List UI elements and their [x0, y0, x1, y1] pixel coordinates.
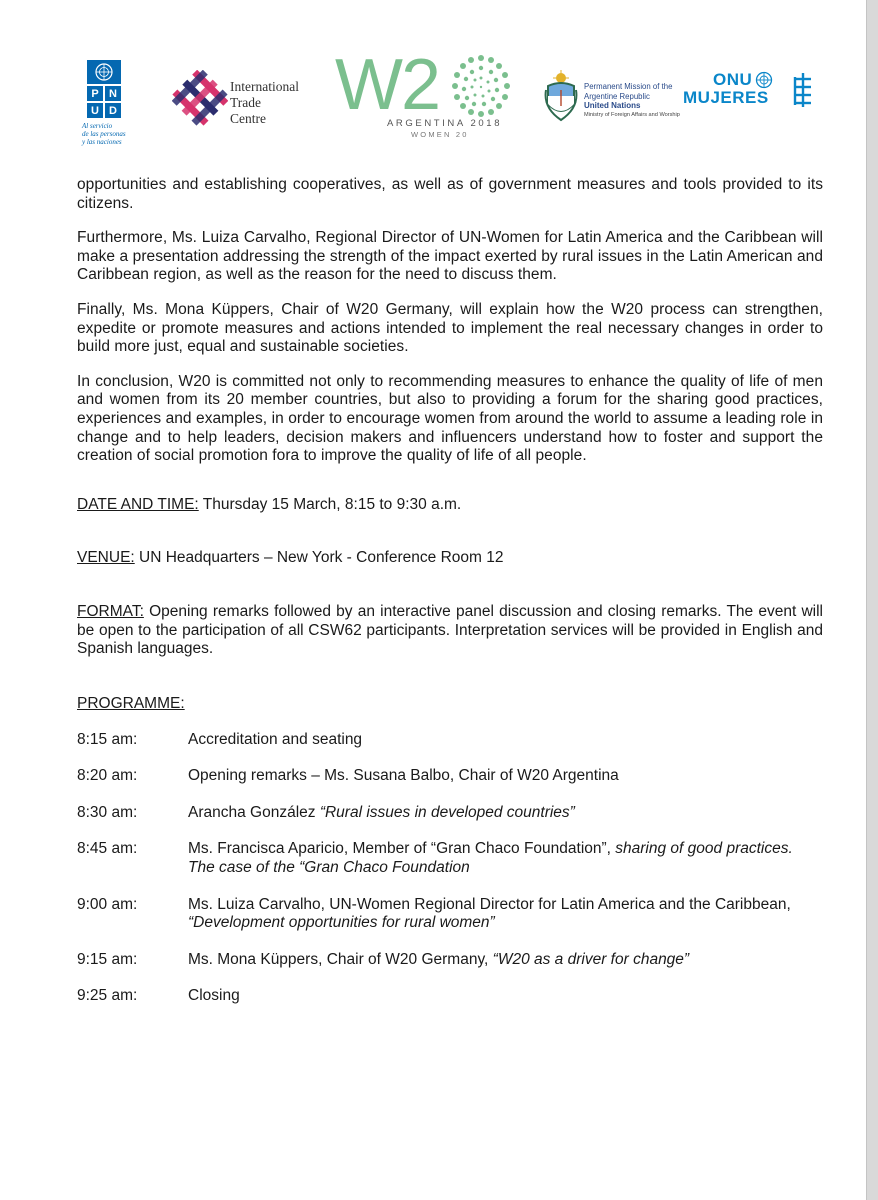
programme-italic: “Development opportunities for rural women”	[188, 914, 495, 932]
programme-item	[77, 840, 823, 877]
programme-text: Ms. Luiza Carvalho, UN-Women Regional Director for Latin America and the Caribbean,	[188, 895, 791, 913]
programme-item	[77, 767, 823, 786]
programme-text: Accreditation and seating	[188, 730, 363, 748]
programme-text: Closing	[188, 987, 240, 1005]
pnud-logo	[82, 60, 134, 146]
w20-wordmark: W2	[335, 45, 439, 125]
programme-time: 8:15 am:	[77, 730, 138, 748]
venue-value: UN Headquarters – New York - Conference Room 12	[134, 549, 504, 567]
programme-description	[188, 896, 798, 933]
date-time-value: Thursday 15 March, 8:15 to 9:30 a.m.	[198, 495, 462, 513]
programme-item	[77, 951, 823, 970]
itc-logo	[172, 70, 312, 140]
format-section	[77, 603, 823, 659]
body-paragraph: In conclusion, W20 is committed not only to recommending measures to enhance the quality of life of men and women from its 20 member countries, but also to providing a forum for the sharing good practices, experiences and examples, in order to encourage women from around the world to assume a leading role in change and to help leaders, decision makers and influencers understand how to foster and support the creation of social promotion fora to improve the quality of life of all people.	[77, 372, 823, 465]
programme-time: 9:15 am:	[77, 950, 138, 968]
itc-name-line: Trade	[230, 95, 262, 110]
programme-time: 9:25 am:	[77, 987, 138, 1005]
programme-item	[77, 731, 823, 750]
w20-dotted-zero-icon	[443, 54, 519, 118]
un-emblem-icon	[755, 71, 773, 89]
onu-wordmark: ONU	[713, 70, 753, 89]
pnud-tagline-line: y las naciones	[82, 138, 122, 146]
programme-list	[77, 731, 823, 1006]
programme-italic: “W20 as a driver for change”	[492, 950, 690, 968]
programme-item	[77, 987, 823, 1006]
programme-time: 8:20 am:	[77, 767, 138, 785]
programme-text: Opening remarks – Ms. Susana Balbo, Chair of W20 Argentina	[188, 767, 619, 785]
format-value: Opening remarks followed by an interactive panel discussion and closing remarks. The event will be open to the participation of all CSW62 participants. Interpretation services will be provided in English and Spanish languages.	[77, 602, 823, 658]
logo-header	[0, 45, 866, 160]
programme-italic: “Rural issues in developed countries”	[319, 803, 575, 821]
un-women-symbol-icon	[793, 73, 813, 107]
programme-heading: PROGRAMME:	[77, 694, 185, 712]
programme-description	[188, 804, 798, 823]
mission-name-line: Permanent Mission of the	[584, 82, 673, 91]
w20-subtitle: ARGENTINA 2018	[387, 118, 503, 129]
pnud-letter: N	[105, 86, 121, 101]
programme-italic: sharing of good practices. The case of the “Gran Chaco Foundation	[188, 840, 793, 877]
pnud-letter: D	[105, 103, 121, 118]
programme-description	[188, 951, 798, 970]
document-body	[77, 176, 823, 1006]
programme-description	[188, 987, 798, 1006]
body-paragraph: opportunities and establishing cooperatives, as well as of government measures and tools provided to its citizens.	[77, 176, 823, 212]
w20-subtitle-small: WOMEN 20	[411, 130, 469, 139]
programme-description	[188, 767, 798, 786]
programme-description	[188, 731, 798, 750]
mission-ministry-line: Ministry of Foreign Affairs and Worship	[584, 112, 680, 118]
pnud-tagline	[82, 122, 142, 146]
itc-name-line: International	[230, 79, 299, 94]
pnud-letter: P	[87, 86, 103, 101]
programme-text: Ms. Mona Küppers, Chair of W20 Germany,	[188, 950, 493, 968]
programme-text: Ms. Francisca Aparicio, Member of “Gran Chaco Foundation”,	[188, 840, 616, 858]
itc-mark-icon	[172, 70, 228, 126]
format-label: FORMAT:	[77, 602, 144, 620]
pnud-tagline-line: de las personas	[82, 130, 126, 138]
programme-description	[188, 840, 798, 877]
argentina-mission-logo	[544, 70, 694, 140]
programme-time: 9:00 am:	[77, 895, 138, 913]
venue-label: VENUE:	[77, 549, 135, 567]
venue-section	[77, 549, 823, 568]
programme-text: Arancha González	[188, 803, 320, 821]
body-paragraph: Furthermore, Ms. Luiza Carvalho, Regional Director of UN-Women for Latin America and the Caribbean will make a presentation addressing the strength of the impact exerted by rural issues in the Latin American and Caribbean region, as well as the reason for the need to discuss them.	[77, 229, 823, 284]
programme-time: 8:30 am:	[77, 803, 138, 821]
mujeres-wordmark: MUJERES	[683, 88, 769, 107]
programme-time: 8:45 am:	[77, 840, 138, 858]
mission-un-line: United Nations	[584, 101, 641, 110]
programme-item	[77, 896, 823, 933]
pnud-tagline-line: Al servicio	[82, 122, 113, 130]
page-edge	[866, 0, 878, 1200]
date-time-section	[77, 496, 823, 515]
pnud-letter: U	[87, 103, 103, 118]
onu-mujeres-logo	[683, 70, 813, 110]
date-time-label: DATE AND TIME:	[77, 495, 199, 513]
itc-name-line: Centre	[230, 111, 266, 126]
un-globe-icon	[87, 60, 121, 84]
programme-item	[77, 804, 823, 823]
argentina-coat-of-arms-icon	[544, 70, 578, 122]
w20-logo	[335, 45, 527, 160]
mission-name-line: Argentine Republic	[584, 91, 650, 101]
body-paragraph: Finally, Ms. Mona Küppers, Chair of W20 Germany, will explain how the W20 process can strengthen, expedite or promote measures and actions intended to implement the real necessary changes in order to build more just, equal and sustainable societies.	[77, 300, 823, 356]
